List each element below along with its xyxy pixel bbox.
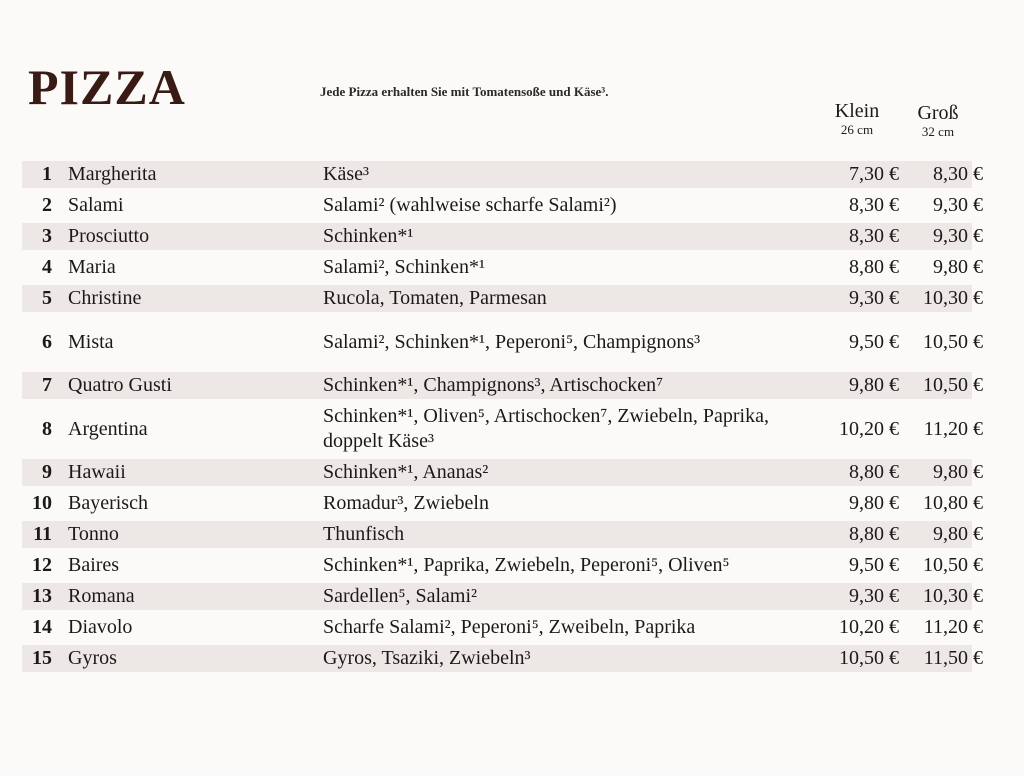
item-number: 10 [32,492,52,514]
item-price-large: 11,20 € [923,417,983,440]
item-price-large: 9,80 € [933,461,983,483]
item-price-large: 9,80 € [933,256,983,278]
item-price-small: 8,80 € [849,256,899,278]
menu-row [22,254,983,281]
item-number: 5 [42,287,52,309]
item-price-small: 9,30 € [849,287,899,309]
item-price-small: 7,30 € [849,163,899,185]
item-number: 6 [42,330,52,353]
item-ingredients: Schinken*¹, Ananas² [323,461,489,483]
item-price-large: 9,30 € [933,225,983,247]
menu-row [22,403,983,455]
item-price-large: 10,30 € [923,585,983,607]
item-ingredients: Schinken*¹ [323,225,414,247]
item-number: 11 [33,523,52,545]
item-price-large: 10,50 € [923,374,983,396]
menu-row [22,192,983,219]
item-price-small: 9,80 € [849,492,899,514]
menu-row [22,316,983,368]
item-name: Gyros [68,647,117,669]
item-number: 12 [32,554,52,576]
item-price-large: 11,50 € [923,647,983,669]
item-price-small: 9,80 € [849,374,899,396]
item-ingredients: Rucola, Tomaten, Parmesan [323,287,547,309]
item-price-small: 9,50 € [849,330,899,353]
item-name: Bayerisch [68,492,148,514]
item-price-small: 10,20 € [839,616,899,638]
size-diameter-large: 32 cm [921,124,955,139]
item-price-small: 8,80 € [849,523,899,545]
item-price-small: 10,50 € [839,647,899,669]
size-header-small [824,100,890,137]
menu-row [22,223,983,250]
item-name: Hawaii [68,461,126,483]
item-name: Christine [68,287,142,309]
item-name: Argentina [68,417,148,440]
item-name: Baires [68,554,120,576]
item-price-small: 9,30 € [849,585,899,607]
item-number: 4 [42,256,52,278]
item-ingredients: Salami² (wahlweise scharfe Salami²) [323,194,617,216]
item-ingredients: Schinken*¹, Paprika, Zwiebeln, Peperoni⁵, Oliven⁵ [323,554,730,576]
page-title: PIZZA [28,59,186,115]
menu-row [22,614,983,641]
item-name: Tonno [68,523,119,545]
item-number: 15 [32,647,52,669]
item-price-large: 10,50 € [923,554,983,576]
menu-row [22,285,983,312]
item-ingredients: Schinken*¹, Champignons³, Artischocken⁷ [323,374,664,396]
item-number: 2 [42,194,52,216]
item-number: 13 [32,585,52,607]
item-price-small: 8,30 € [849,225,899,247]
size-diameter-small: 26 cm [840,122,874,137]
item-name: Margherita [68,163,157,185]
size-label-large: Groß [917,102,959,124]
item-ingredients: Sardellen⁵, Salami² [323,585,478,607]
item-price-small: 10,20 € [839,417,899,440]
menu-note: Jede Pizza erhalten Sie mit Tomatensoße und Käse³. [320,84,609,99]
item-ingredients: Käse³ [323,163,369,185]
menu-row [22,583,983,610]
menu-row [22,459,983,486]
item-ingredients: Scharfe Salami², Peperoni⁵, Zweibeln, Paprika [323,616,696,638]
item-ingredients: Gyros, Tsaziki, Zwiebeln³ [323,647,531,669]
item-name: Salami [68,194,124,216]
item-price-large: 10,50 € [923,330,983,353]
item-ingredients: Schinken*¹, Oliven⁵, Artischocken⁷, Zwiebeln, Paprika, doppelt Käse³ [323,405,769,452]
menu-row [22,490,983,517]
item-ingredients: Romadur³, Zwiebeln [323,492,489,514]
item-price-small: 9,50 € [849,554,899,576]
item-number: 1 [42,163,52,185]
item-number: 8 [42,417,52,440]
item-number: 9 [42,461,52,483]
size-label-small: Klein [834,100,880,122]
menu-row [22,161,983,188]
item-price-large: 8,30 € [933,163,983,185]
item-number: 7 [42,374,52,396]
menu-row [22,552,983,579]
item-number: 3 [42,225,52,247]
item-name: Maria [68,256,116,278]
item-name: Quatro Gusti [68,374,172,396]
item-ingredients: Thunfisch [323,523,405,545]
item-name: Prosciutto [68,225,150,247]
menu-list [22,161,983,676]
item-name: Mista [68,330,114,353]
menu-row [22,645,983,672]
menu-row [22,521,983,548]
item-price-large: 11,20 € [923,616,983,638]
menu-row [22,372,983,399]
item-price-large: 9,80 € [933,523,983,545]
size-header-large [906,102,970,139]
item-price-large: 10,30 € [923,287,983,309]
item-name: Romana [68,585,135,607]
item-price-large: 10,80 € [923,492,983,514]
item-ingredients: Salami², Schinken*¹ [323,256,485,278]
item-number: 14 [32,616,52,638]
item-price-large: 9,30 € [933,194,983,216]
item-name: Diavolo [68,616,133,638]
item-price-small: 8,80 € [849,461,899,483]
item-price-small: 8,30 € [849,194,899,216]
item-ingredients: Salami², Schinken*¹, Peperoni⁵, Champignons³ [323,330,701,353]
